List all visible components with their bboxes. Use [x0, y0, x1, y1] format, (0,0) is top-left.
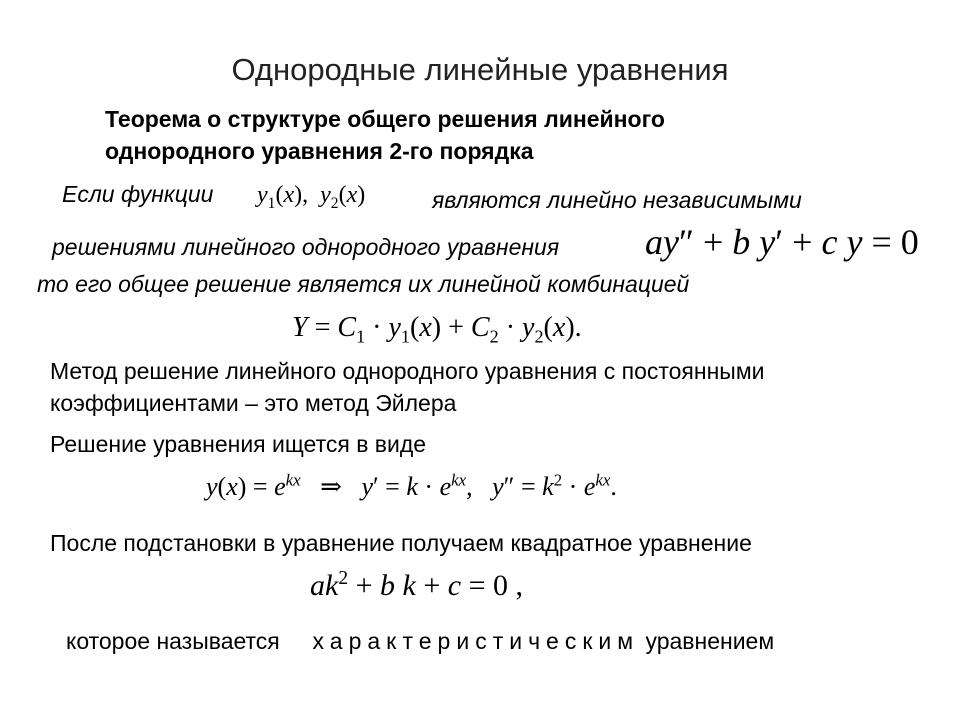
formula-y1-y2: $y_1(x)$, $y_2(x)$	[257, 182, 366, 212]
after-substitution-text: После подстановки в уравнение получаем квадратное уравнение	[50, 530, 752, 556]
theorem-line-2: однородного уравнения 2-го порядка	[105, 138, 534, 164]
equation-word: уравнением	[645, 628, 775, 654]
general-solution-text: то его общее решение является их линейной комбинацией	[37, 271, 690, 297]
solutions-text: решениями линейного однородного уравнения	[52, 234, 560, 260]
formula-ode: ay″ + b y′ + c y = 0	[645, 222, 919, 262]
characteristic-word: характеристическим	[312, 628, 640, 654]
formula-euler-substitution: $y(x) = e^{kx}$ ⇒ $y' = k \cdot e^{kx}$, $y'' = k^2 \cdot e^{kx}$.	[206, 470, 617, 501]
formula-characteristic: $ak^2 + b$ k + c = 0 ,	[310, 568, 523, 602]
characteristic-sentence	[66, 628, 774, 655]
slide-title: Однородные линейные уравнения	[231, 52, 729, 87]
formula-general-solution: $Y = C_1 \cdot y_1(x) + C_2 \cdot y_2(x)$.	[292, 312, 582, 347]
if-functions-text: Если функции	[62, 181, 214, 207]
sought-form-text: Решение уравнения ищется в виде	[50, 431, 427, 457]
method-line-2: коэффициентами – это метод Эйлера	[50, 390, 457, 416]
theorem-heading	[105, 103, 665, 167]
independent-text: являются линейно независимыми	[432, 187, 802, 213]
theorem-line-1: Теорема о структуре общего решения линейного	[105, 106, 665, 132]
which-is-called-text: которое называется	[66, 628, 280, 654]
method-line-1: Метод решение линейного однородного уравнения с постоянными	[50, 358, 765, 384]
method-text	[50, 355, 764, 419]
